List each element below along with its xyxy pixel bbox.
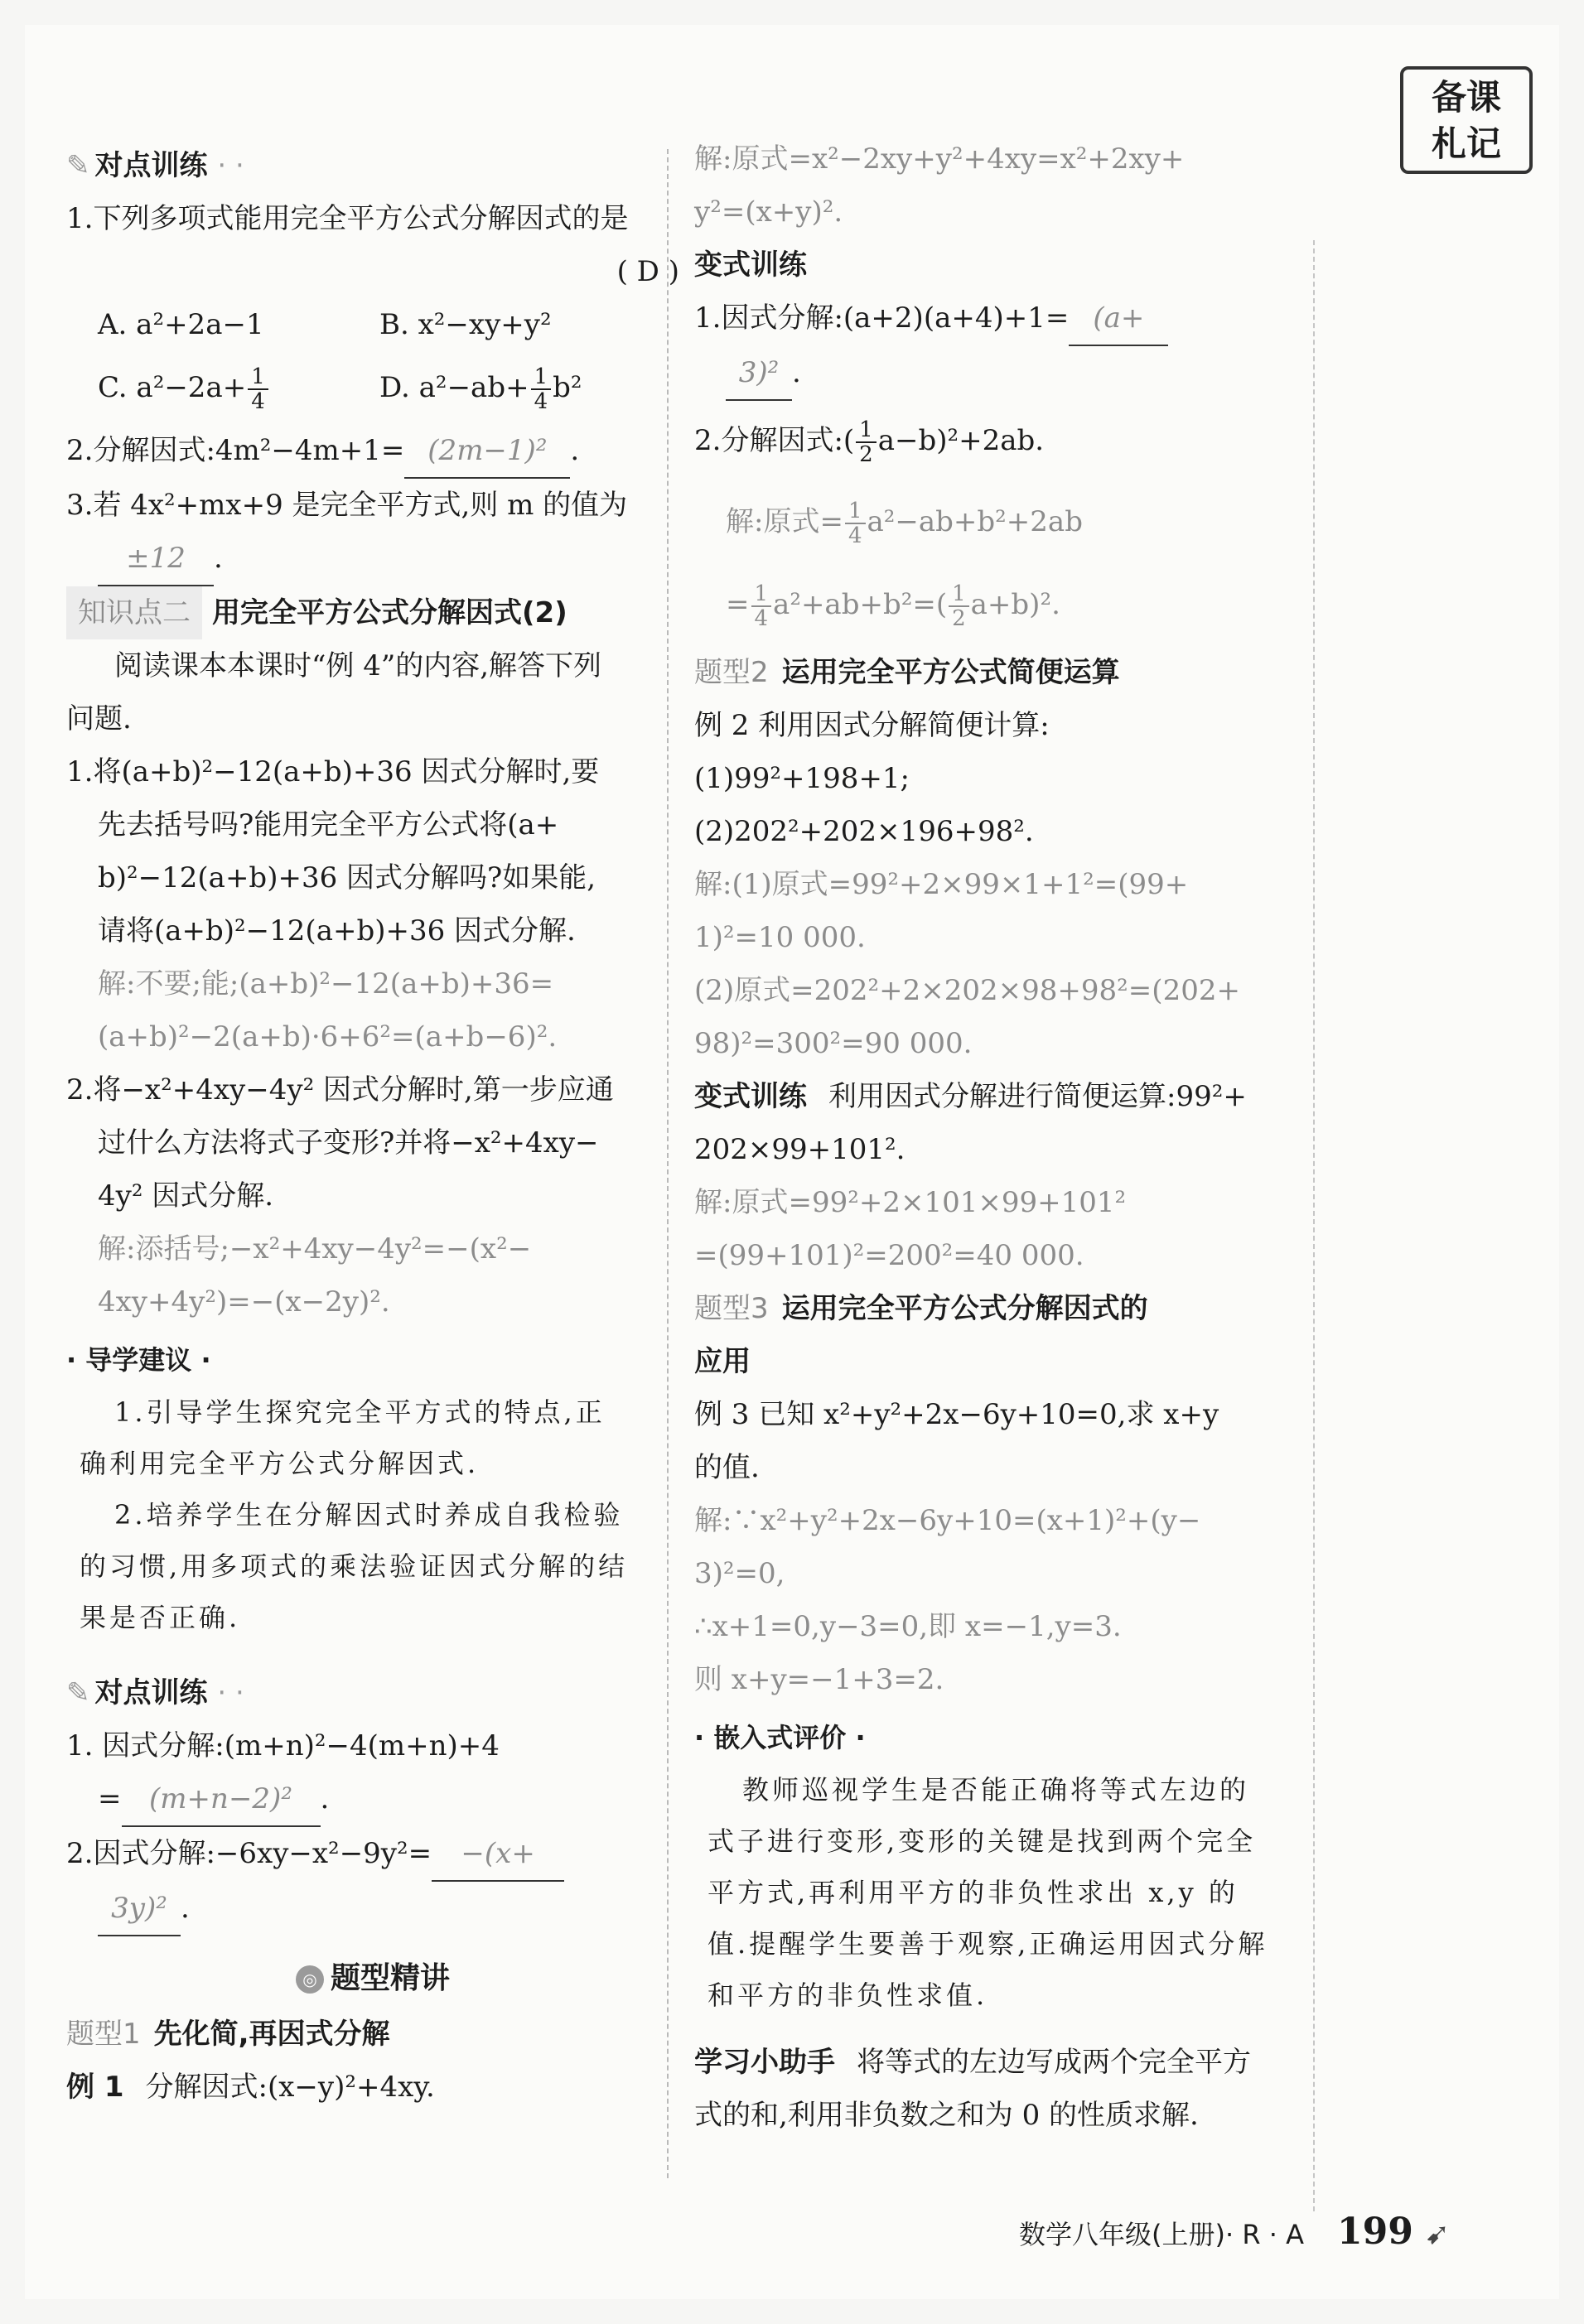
book-title: 数学八年级(上册)· R · A	[1019, 2219, 1304, 2250]
p1-line3: b)²−12(a+b)+36 因式分解吗?如果能,	[98, 861, 596, 894]
q1-options-cd	[66, 351, 679, 424]
p2-line2: 过什么方法将式子变形?并将−x²+4xy−	[98, 1126, 599, 1160]
section-title: ◎ 题型精讲	[66, 1950, 679, 2008]
section-practice-1: ✎ 对点训练 · ·	[66, 149, 244, 182]
p1-answer-1: 解:不要;能;(a+b)²−12(a+b)+36=	[98, 967, 554, 1000]
eval-line4: 值.提醒学生要善于观察,正确运用因式分解	[707, 1928, 1268, 1960]
ex2-answer-3: (2)原式=202²+2×202×98+98²=(202+	[694, 974, 1240, 1007]
p2-line3: 4y² 因式分解.	[98, 1179, 274, 1213]
q2-fill: (2m−1)²	[404, 424, 570, 479]
t2: 2.因式分解:−6xy−x²−9y²= −(x+	[66, 1827, 679, 1882]
q1-opt-a: A. a²+2a−1	[98, 308, 264, 341]
q1-opt-d: D. a²−ab+ $\frac{1}{4}$ b²	[379, 364, 582, 414]
q3: 3.若 4x²+mx+9 是完全平方式,则 m 的值为	[66, 489, 628, 522]
v2-answer-1: 解:原式= $\frac{1}{4}$ a²−ab+b²+2ab	[726, 499, 1083, 548]
guide-line3: 2.培养学生在分解因式时养成自我检验	[114, 1499, 624, 1531]
guide-line1: 1.引导学生探究完全平方式的特点,正	[114, 1396, 606, 1428]
var2-answer-2: =(99+101)²=200²=40 000.	[694, 1239, 1084, 1272]
example2: 例 2 利用因式分解简便计算:	[694, 709, 1050, 742]
p1-answer-2: (a+b)²−2(a+b)·6+6²=(a+b−6)².	[98, 1020, 558, 1054]
section-practice-2: ✎ 对点训练 · ·	[66, 1676, 244, 1709]
t1-answer: = (m+n−2)² .	[66, 1772, 679, 1827]
read-instruction-2: 问题.	[66, 702, 132, 735]
q1-options-ab	[66, 298, 679, 351]
v1-answer: 3)² .	[694, 346, 1307, 401]
badge-line1: 备课	[1431, 77, 1501, 118]
v1: 1.因式分解:(a+2)(a+4)+1= (a+	[694, 292, 1307, 346]
v2: 2.分解因式:( $\frac{1}{2}$ a−b)²+2ab.	[694, 417, 1045, 467]
ex2-q2: (2)202²+202×196+98².	[694, 815, 1034, 848]
variant2-line2: 202×99+101².	[694, 1133, 905, 1166]
p2-answer-2: 4xy+4y²)=−(x−2y)².	[98, 1285, 390, 1319]
ex3-answer-1: 解:∵x²+y²+2x−6y+10=(x+1)²+(y−	[694, 1504, 1201, 1537]
var2-answer-1: 解:原式=99²+2×101×99+101²	[694, 1186, 1127, 1219]
p2-answer-1: 解:添括号;−x²+4xy−4y²=−(x²−	[98, 1232, 532, 1266]
q1-answer: ( D )	[616, 255, 679, 288]
v2-answer-2: = $\frac{1}{4}$ a²+ab+b²=( $\frac{1}{2}$ a+b)².	[726, 581, 1060, 631]
variant2: 变式训练 利用因式分解进行简便运算:99²+	[694, 1080, 1247, 1113]
p2-line1: 2.将−x²+4xy−4y² 因式分解时,第一步应通	[66, 1073, 614, 1107]
knowledge-point-2: 知识点二 用完全平方公式分解因式(2)	[66, 586, 679, 639]
ex3-answer-3: ∴x+1=0,y−3=0,即 x=−1,y=3.	[694, 1610, 1122, 1643]
guide-title: · 导学建议 ·	[66, 1344, 211, 1376]
example3: 例 3 已知 x²+y²+2x−6y+10=0,求 x+y	[694, 1398, 1219, 1431]
arrow-icon: ➹	[1424, 2217, 1450, 2251]
badge-line2: 札记	[1431, 123, 1501, 164]
eval-line1: 教师巡视学生是否能正确将等式左边的	[742, 1774, 1250, 1806]
helper-line2: 式的和,利用非负数之和为 0 的性质求解.	[694, 2099, 1199, 2132]
notes-divider	[1313, 240, 1315, 2211]
eval-line5: 和平方的非负性求值.	[707, 1979, 988, 2011]
type3-header: 题型3 运用完全平方公式分解因式的	[694, 1292, 1148, 1325]
ex2-answer-4: 98)²=300²=90 000.	[694, 1027, 973, 1060]
eval-title: · 嵌入式评价 ·	[694, 1722, 866, 1753]
p1-line1: 1.将(a+b)²−12(a+b)+36 因式分解时,要	[66, 755, 600, 788]
t1: 1. 因式分解:(m+n)²−4(m+n)+4	[66, 1729, 500, 1762]
p1-line4: 请将(a+b)²−12(a+b)+36 因式分解.	[98, 914, 576, 947]
textbook-page	[25, 25, 1559, 2299]
ex2-q1: (1)99²+198+1;	[694, 762, 910, 795]
section-icon: ◎	[296, 1965, 324, 1994]
notes-badge	[1400, 66, 1533, 174]
example1: 例 1 分解因式:(x−y)²+4xy.	[66, 2071, 435, 2104]
eval-line3: 平方式,再利用平方的非负性求出 x,y 的	[707, 1877, 1239, 1908]
ex2-answer-1: 解:(1)原式=99²+2×99×1+1²=(99+	[694, 868, 1189, 901]
type3-header-2: 应用	[694, 1345, 751, 1378]
ex1-answer-2: y²=(x+y)².	[694, 195, 843, 229]
type2-header: 题型2 运用完全平方公式简便运算	[694, 656, 1120, 689]
guide-line4: 的习惯,用多项式的乘法验证因式分解的结	[80, 1550, 629, 1582]
q3-answer: ±12 .	[66, 532, 679, 586]
p1-line2: 先去括号吗?能用完全平方公式将(a+	[98, 808, 559, 841]
guide-line5: 果是否正确.	[80, 1602, 241, 1633]
q1-opt-c: C. a²−2a+ $\frac{1}{4}$	[98, 351, 379, 424]
guide-line2: 确利用完全平方公式分解因式.	[80, 1448, 480, 1479]
page-footer	[1019, 2211, 1450, 2255]
variant-title: 变式训练	[694, 248, 807, 282]
q2: 2.分解因式:4m²−4m+1= (2m−1)² .	[66, 424, 679, 479]
ex2-answer-2: 1)²=10 000.	[694, 921, 866, 954]
q1-opt-b: B. x²−xy+y²	[379, 308, 552, 341]
q1: 1.下列多项式能用完全平方公式分解因式的是	[66, 202, 629, 235]
example3-line2: 的值.	[694, 1451, 760, 1484]
read-instruction: 阅读课本本课时“例 4”的内容,解答下列	[114, 649, 602, 682]
type1-header: 题型1 先化简,再因式分解	[66, 2018, 390, 2051]
ex3-answer-2: 3)²=0,	[694, 1557, 785, 1590]
t2-answer: 3y)² .	[66, 1882, 679, 1936]
page-number: 199	[1336, 2211, 1413, 2253]
eval-line2: 式子进行变形,变形的关键是找到两个完全	[707, 1825, 1257, 1857]
middle-column	[694, 133, 1307, 2142]
ex3-answer-4: 则 x+y=−1+3=2.	[694, 1663, 944, 1696]
pencil-icon: ✎	[66, 149, 90, 182]
left-column	[66, 133, 679, 2114]
helper: 学习小助手 将等式的左边写成两个完全平方	[694, 2046, 1251, 2079]
ex1-answer-1: 解:原式=x²−2xy+y²+4xy=x²+2xy+	[694, 142, 1185, 176]
pencil-icon: ✎	[66, 1676, 90, 1709]
